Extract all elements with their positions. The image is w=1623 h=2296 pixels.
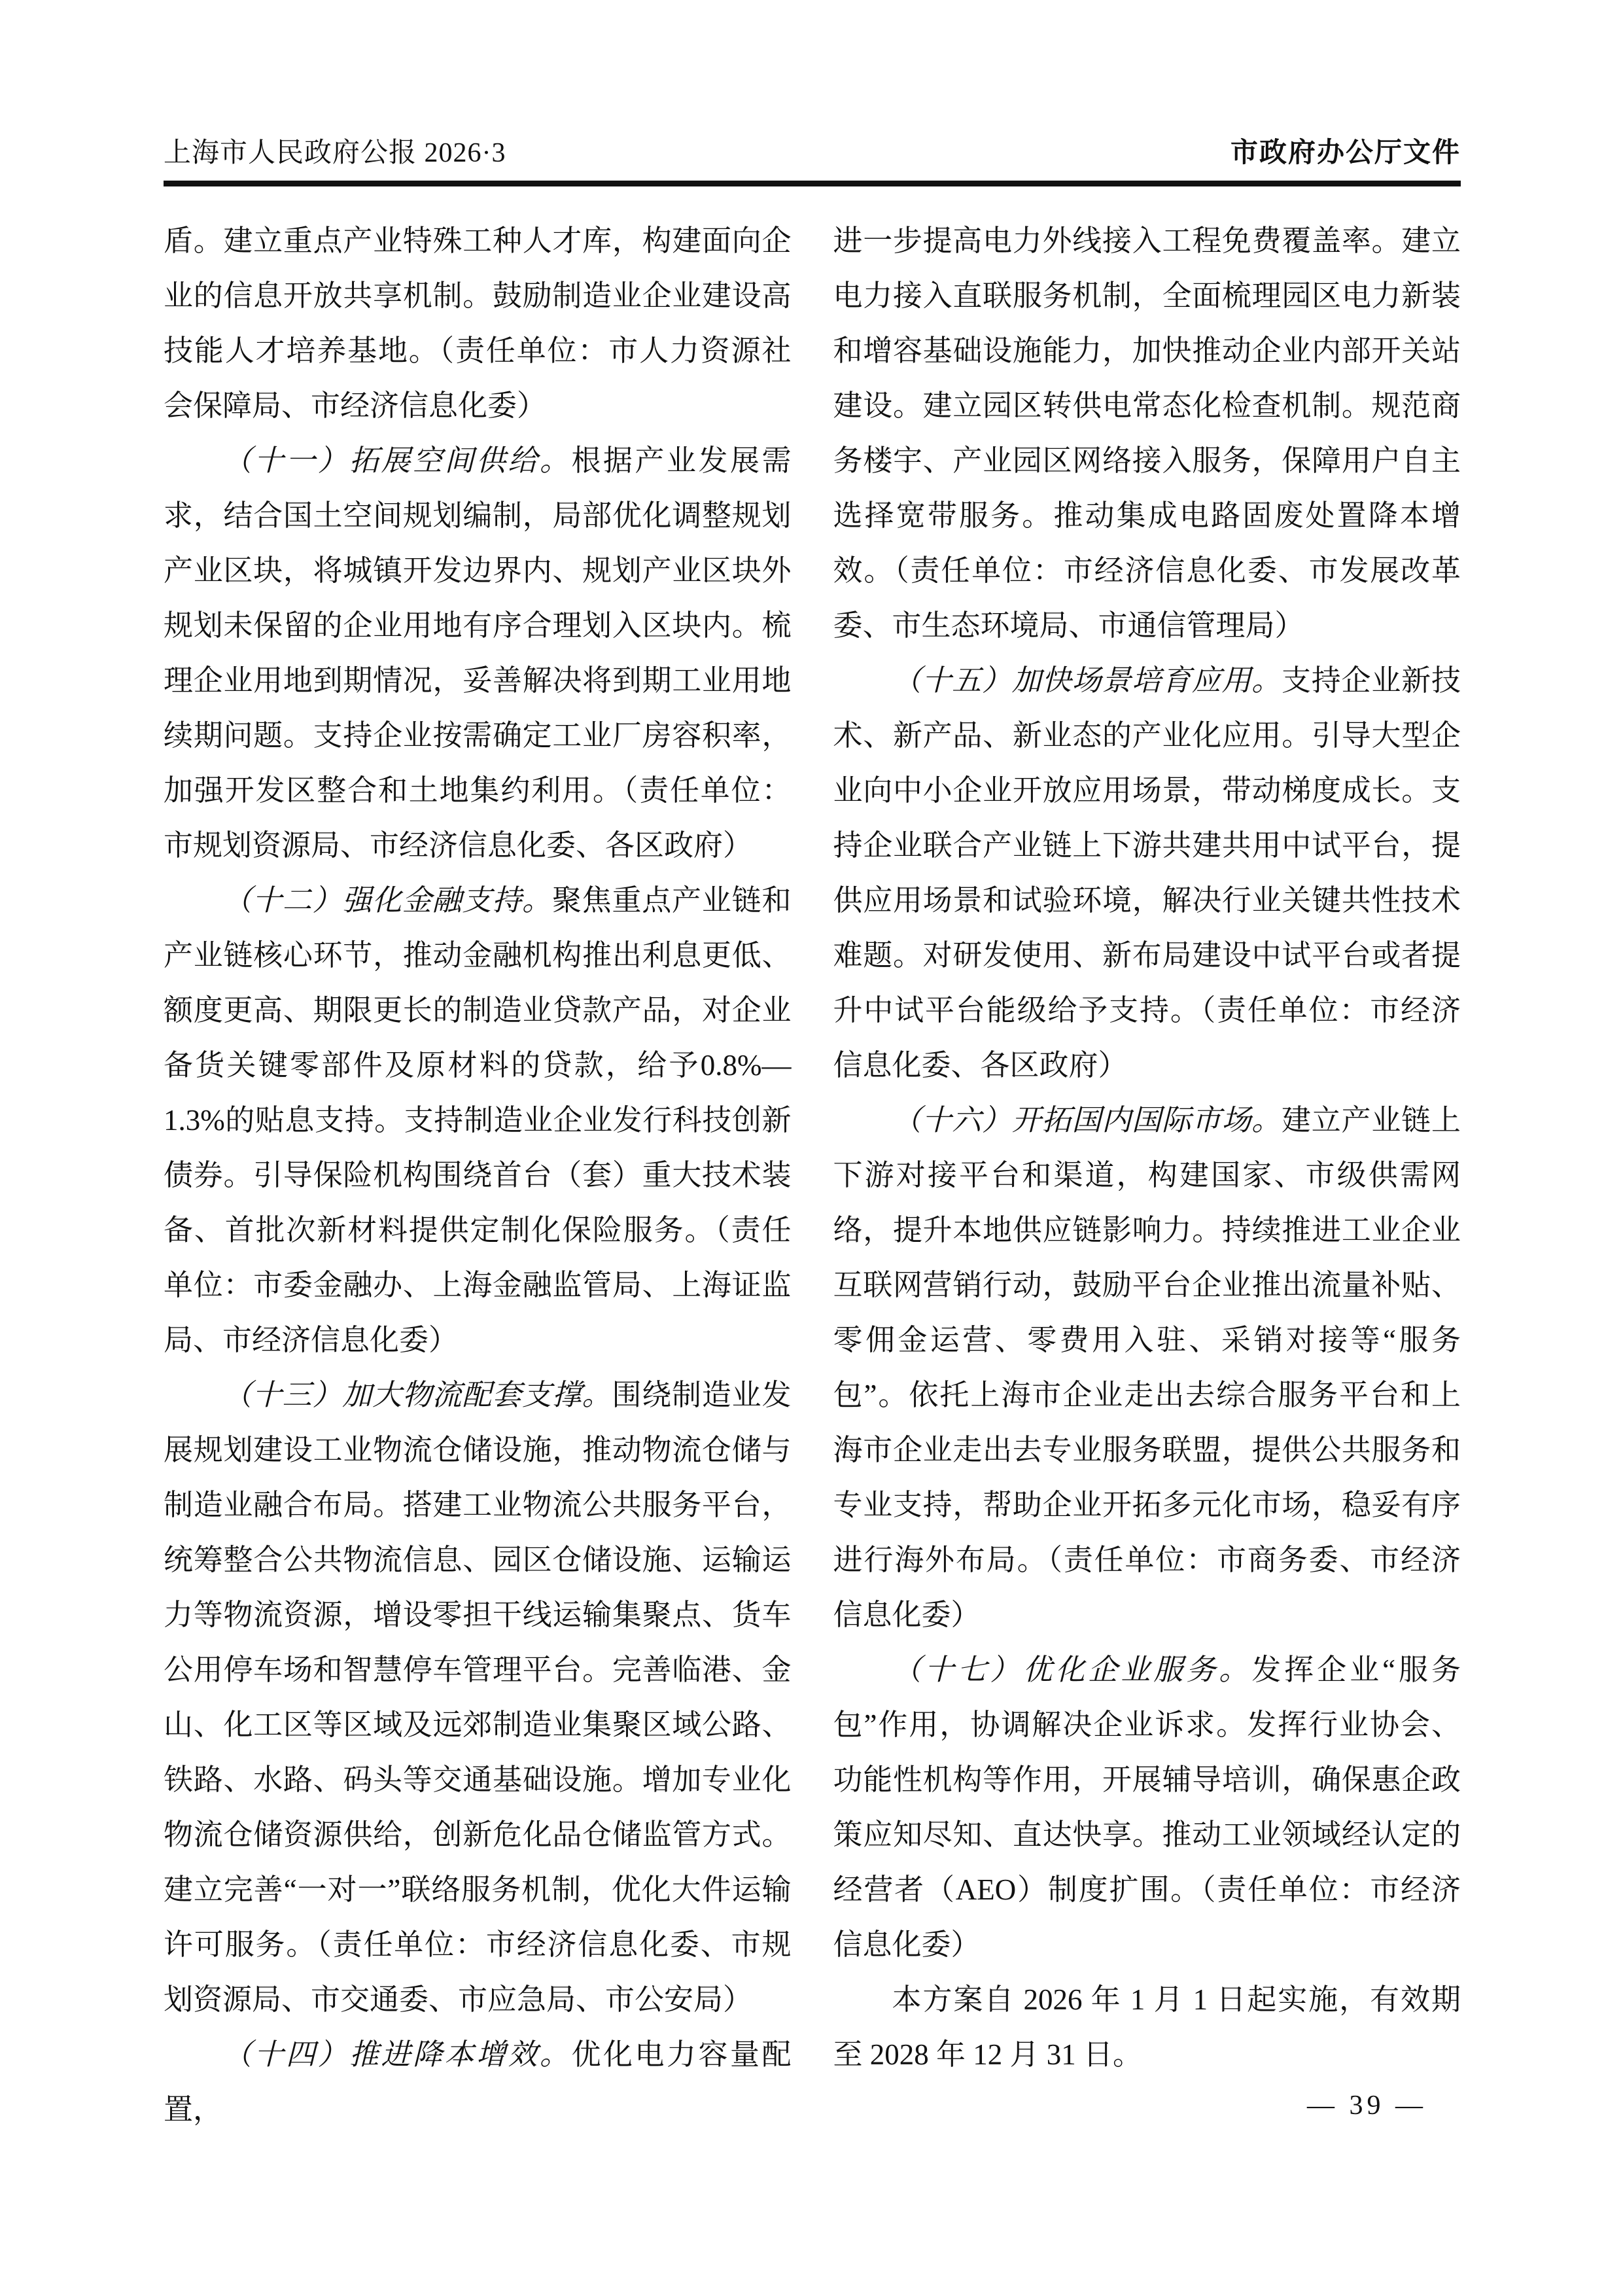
page-footer: [1307, 2089, 1427, 2123]
page-number: — 39 —: [1307, 2091, 1427, 2121]
section-heading: （十三）加大物流配套支撑。: [222, 1379, 612, 1411]
paragraph-section-13: [164, 1368, 792, 2027]
section-heading: （十五）加快场景培育应用。: [892, 664, 1282, 697]
paragraph-text: 优化电力容量配置，: [164, 2038, 792, 2126]
paragraph-text: 盾。建立重点产业特殊工种人才库，构建面向企业的信息开放共享机制。鼓励制造业企业建设高技能人才培养基地。（责任单位：市人力资源社会保障局、市经济信息化委）: [164, 224, 792, 422]
paragraph-section-12: [164, 873, 792, 1368]
section-heading: （十一）拓展空间供给。: [222, 444, 572, 477]
paragraph-section-15: [833, 653, 1461, 1093]
paragraph-text: 支持企业新技术、新产品、新业态的产业化应用。引导大型企业向中小企业开放应用场景，带动梯度成长。支持企业联合产业链上下游共建共用中试平台，提供应用场景和试验环境，解决行业关键共性技术难题。对研发使用、新布局建设中试平台或者提升中试平台能级给予支持。（责任单位：市经济信息化委、各区政府）: [833, 664, 1461, 1082]
paragraph-text: 聚焦重点产业链和产业链核心环节，推动金融机构推出利息更低、额度更高、期限更长的制造业贷款产品，对企业备货关键零部件及原材料的贷款，给予0.8%—1.3%的贴息支持。支持制造业企业发行科技创新债券。引导保险机构围绕首台（套）重大技术装备、首批次新材料提供定制化保险服务。（责任单位：市委金融办、上海金融监管局、上海证监局、市经济信息化委）: [164, 884, 792, 1356]
paragraph-continuation: [833, 213, 1461, 653]
page-header: [164, 136, 1461, 170]
paragraph-text: 根据产业发展需求，结合国土空间规划编制，局部优化调整规划产业区块，将城镇开发边界内、规划产业区块外规划未保留的企业用地有序合理划入区块内。梳理企业用地到期情况，妥善解决将到期工业用地续期问题。支持企业按需确定工业厂房容积率，加强开发区整合和土地集约利用。（责任单位：市规划资源局、市经济信息化委、各区政府）: [164, 444, 792, 862]
paragraph-section-16: [833, 1093, 1461, 1642]
paragraph-section-17: [833, 1642, 1461, 1972]
paragraph-section-11: [164, 433, 792, 873]
paragraph-text: 围绕制造业发展规划建设工业物流仓储设施，推动物流仓储与制造业融合布局。搭建工业物流公共服务平台，统筹整合公共物流信息、园区仓储设施、运输运力等物流资源，增设零担干线运输集聚点、货车公用停车场和智慧停车管理平台。完善临港、金山、化工区等区域及远郊制造业集聚区域公路、铁路、水路、码头等交通基础设施。增加专业化物流仓储资源供给，创新危化品仓储监管方式。建立完善“一对一”联络服务机制，优化大件运输许可服务。（责任单位：市经济信息化委、市规划资源局、市交通委、市应急局、市公安局）: [164, 1379, 792, 2016]
document-body: [164, 213, 1461, 2137]
paragraph-continuation: [164, 213, 792, 433]
paragraph-section-14: [164, 2027, 792, 2137]
gazette-title: 上海市人民政府公报 2026·3: [164, 138, 506, 168]
section-heading: （十四）推进降本增效。: [222, 2038, 572, 2071]
paragraph-effective-date: [833, 1972, 1461, 2082]
section-heading: （十二）强化金融支持。: [222, 884, 552, 917]
document-category: 市政府办公厅文件: [1230, 138, 1461, 168]
section-heading: （十七）优化企业服务。: [892, 1653, 1252, 1686]
right-column: [833, 213, 1461, 2137]
left-column: [164, 213, 792, 2137]
paragraph-text: 建立产业链上下游对接平台和渠道，构建国家、市级供需网络，提升本地供应链影响力。持续推进工业企业互联网营销行动，鼓励平台企业推出流量补贴、零佣金运营、零费用入驻、采销对接等“服务包”。依托上海市企业走出去综合服务平台和上海市企业走出去专业服务联盟，提供公共服务和专业支持，帮助企业开拓多元化市场，稳妥有序进行海外布局。（责任单位：市商务委、市经济信息化委）: [833, 1104, 1461, 1631]
paragraph-text: 发挥企业“服务包”作用，协调解决企业诉求。发挥行业协会、功能性机构等作用，开展辅导培训，确保惠企政策应知尽知、直达快享。推动工业领域经认定的经营者（AEO）制度扩围。（责任单位：市经济信息化委）: [833, 1653, 1461, 1961]
header-divider: [164, 181, 1461, 186]
section-heading: （十六）开拓国内国际市场。: [892, 1104, 1282, 1137]
paragraph-text: 进一步提高电力外线接入工程免费覆盖率。建立电力接入直联服务机制，全面梳理园区电力新装和增容基础设施能力，加快推动企业内部开关站建设。建立园区转供电常态化检查机制。规范商务楼宇、产业园区网络接入服务，保障用户自主选择宽带服务。推动集成电路固废处置降本增效。（责任单位：市经济信息化委、市发展改革委、市生态环境局、市通信管理局）: [833, 224, 1461, 642]
paragraph-text: 本方案自 2026 年 1 月 1 日起实施，有效期至 2028 年 12 月 31 日。: [833, 1983, 1461, 2071]
